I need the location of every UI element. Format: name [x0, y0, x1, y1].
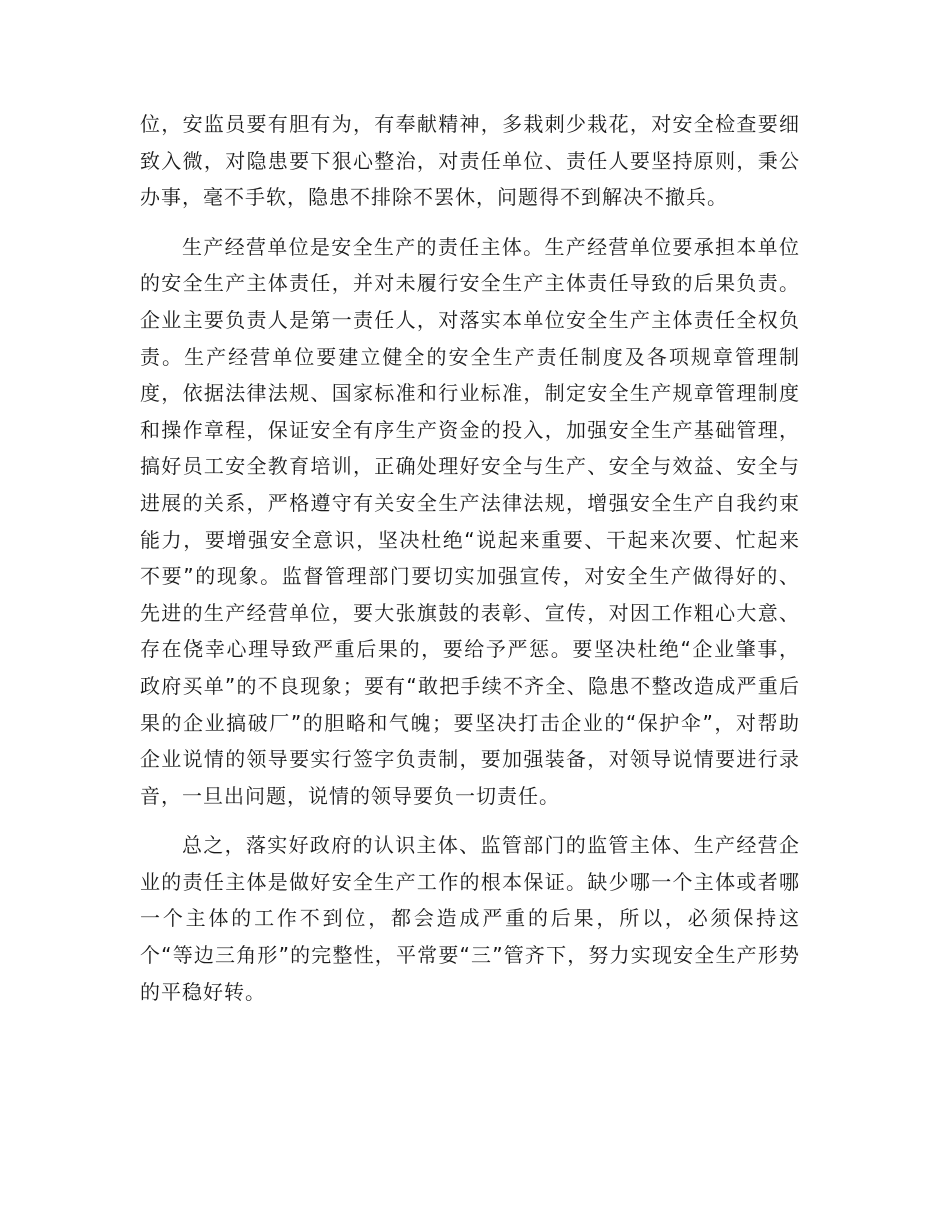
paragraph-1: 位，安监员要有胆有为，有奉献精神，多栽刺少栽花，对安全检查要细致入微，对隐患要下狠心整治，对责任单位、责任人要坚持原则，秉公办事，毫不手软，隐患不排除不罢休，问题得不到解决不撤兵。 [140, 112, 800, 210]
document-body [140, 106, 800, 1010]
paragraph-3: 总之，落实好政府的认识主体、监管部门的监管主体、生产经营企业的责任主体是做好安全生产工作的根本保证。缺少哪一个主体或者哪一个主体的工作不到位，都会造成严重的后果，所以，必须保持这个“等边三角形”的完整性，平常要“三”管齐下，努力实现安全生产形势的平稳好转。 [140, 833, 800, 1004]
paragraph-2: 生产经营单位是安全生产的责任主体。生产经营单位要承担本单位的安全生产主体责任，并对未履行安全生产主体责任导致的后果负责。企业主要负责人是第一责任人，对落实本单位安全生产主体责任全权负责。生产经营单位要建立健全的安全生产责任制度及各项规章管理制度，依据法律法规、国家标准和行业标准，制定安全生产规章管理制度和操作章程，保证安全有序生产资金的投入，加强安全生产基础管理，搞好员工安全教育培训，正确处理好安全与生产、安全与效益、安全与进展的关系，严格遵守有关安全生产法律法规，增强安全生产自我约束能力，要增强安全意识，坚决杜绝“说起来重要、干起来次要、忙起来不要”的现象。监督管理部门要切实加强宣传，对安全生产做得好的、先进的生产经营单位，要大张旗鼓的表彰、宣传，对因工作粗心大意、存在侥幸心理导致严重后果的，要给予严惩。要坚决杜绝“企业肇事，政府买单”的不良现象；要有“敢把手续不齐全、隐患不整改造成严重后果的企业搞破厂”的胆略和气魄；要坚决打击企业的“保护伞”，对帮助企业说情的领导要实行签字负责制，要加强装备，对领导说情要进行录音，一旦出问题，说情的领导要负一切责任。 [140, 234, 800, 808]
